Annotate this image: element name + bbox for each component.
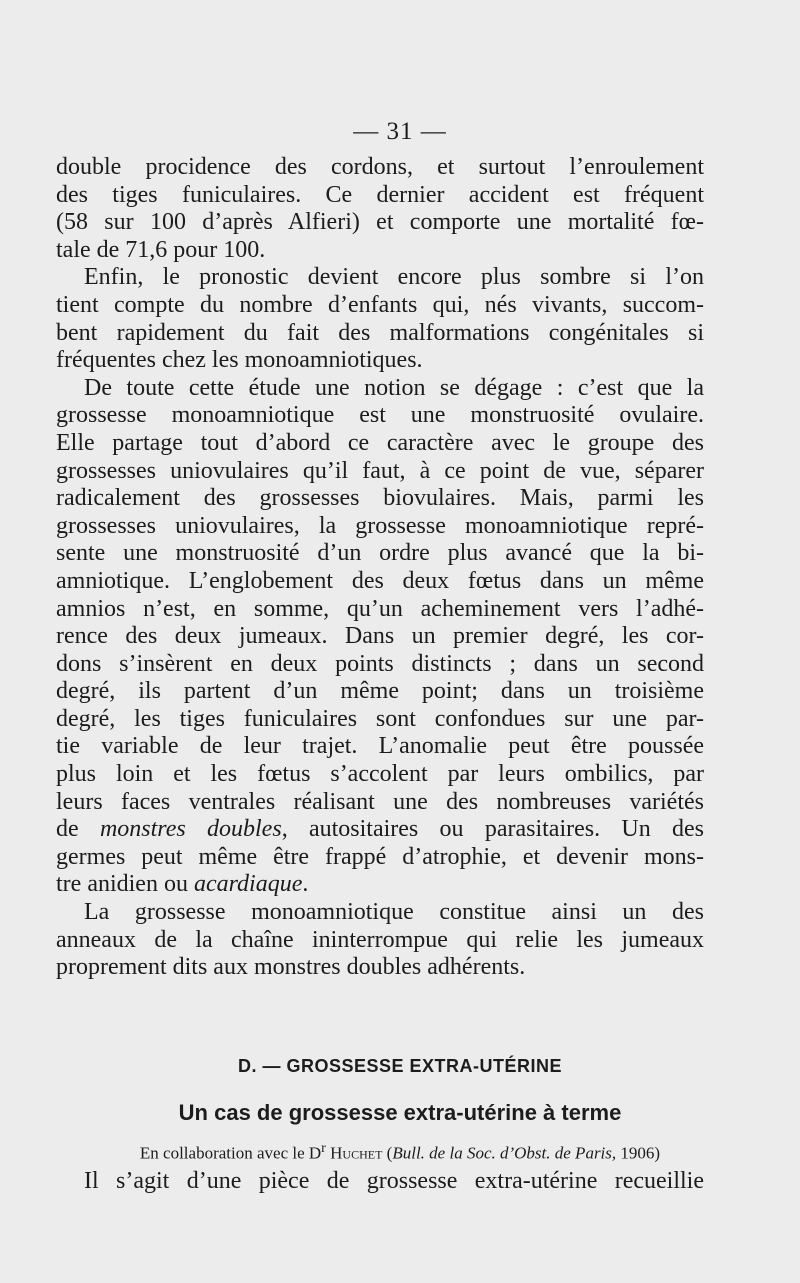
text-line: tient compte du nombre d’enfants qui, nés vivants, succom- — [56, 291, 704, 318]
text-line: tie variable de leur trajet. L’anomalie peut être poussée — [56, 733, 704, 760]
text-line: De toute cette étude une notion se dégage : c’est que la — [84, 374, 704, 401]
text-line: leurs faces ventrales réalisant une des nombreuses variétés — [56, 788, 704, 815]
text-line: rence des deux jumeaux. Dans un premier degré, les cor- — [56, 623, 704, 650]
text-line-with-italic — [56, 816, 704, 844]
text-line: grossesse monoamniotique est une monstruosité ovulaire. — [56, 402, 704, 429]
italic-term: monstres doubles — [99, 816, 282, 843]
text-line: bent rapidement du fait des malformations congénitales si — [56, 319, 704, 346]
text-line: degré, ils partent d’un même point; dans un troisième — [56, 678, 704, 705]
page-number: — 31 — — [353, 118, 447, 145]
text-line: amniotique. L’englobement des deux fœtus dans un même — [56, 567, 704, 594]
text-line: tale de 71,6 pour 100. — [56, 236, 266, 263]
text-fragment: , autositaires ou parasitaires. Un des — [281, 816, 705, 843]
text-line: proprement dits aux monstres doubles adhérents. — [56, 954, 526, 981]
text-line-with-italic — [56, 871, 704, 899]
text-line: sente une monstruosité d’un ordre plus avancé que la bi- — [56, 540, 704, 567]
text-line: radicalement des grossesses biovulaires. Mais, parmi les — [56, 485, 704, 512]
text-line: germes peut même être frappé d’atrophie, et devenir mons- — [56, 843, 704, 870]
article-title: Un cas de grossesse extra-utérine à terme — [178, 1100, 622, 1125]
journal-name: Bull. de la Soc. d’Obst. de Paris, — [392, 1143, 617, 1163]
text-line: degré, les tiges funiculaires sont confondues sur une par- — [56, 705, 704, 732]
text-line: grossesses uniovulaires qu’il faut, à ce point de vue, séparer — [56, 457, 704, 484]
text-line: anneaux de la chaîne ininterrompue qui relie les jumeaux — [56, 926, 704, 953]
text-line: Enfin, le pronostic devient encore plus sombre si l’on — [84, 264, 704, 291]
text-line: Il s’agit d’une pièce de grossesse extra-utérine recueillie — [84, 1168, 704, 1194]
collaboration-superscript: r — [321, 1140, 326, 1156]
collaboration-prefix: En collaboration avec le D — [139, 1143, 322, 1163]
body-text — [56, 154, 704, 982]
text-fragment: tre anidien ou — [56, 871, 188, 898]
text-line: La grossesse monoamniotique constitue ainsi un des — [84, 899, 704, 926]
text-line: des tiges funiculaires. Ce dernier accident est fréquent — [56, 181, 704, 208]
text-fragment: de — [56, 816, 79, 843]
collaboration-credit — [0, 1140, 800, 1164]
text-line: grossesses uniovulaires, la grossesse monoamniotique repré- — [56, 512, 704, 539]
text-line: (58 sur 100 d’après Alfieri) et comporte une mortalité fœ- — [56, 209, 704, 236]
text-fragment: . — [302, 871, 309, 898]
text-line: dons s’insèrent en deux points distincts ; dans un second — [56, 650, 704, 677]
author-name: Huchet — [330, 1143, 383, 1163]
text-line: fréquentes chez les monoamniotiques. — [56, 347, 423, 374]
section-heading: D. — GROSSESSE EXTRA-UTÉRINE — [237, 1056, 563, 1076]
text-line: Elle partage tout d’abord ce caractère avec le groupe des — [56, 429, 704, 456]
text-line: plus loin et les fœtus s’accolent par leurs ombilics, par — [56, 761, 704, 788]
text-line: double procidence des cordons, et surtout l’enroulement — [56, 154, 704, 180]
italic-term: acardiaque — [193, 871, 303, 898]
open-paren: ( — [386, 1143, 393, 1163]
text-line: amnios n’est, en somme, qu’un acheminement vers l’adhé- — [56, 595, 704, 622]
final-text-block — [84, 1168, 704, 1196]
publication-year: 1906) — [620, 1143, 661, 1163]
